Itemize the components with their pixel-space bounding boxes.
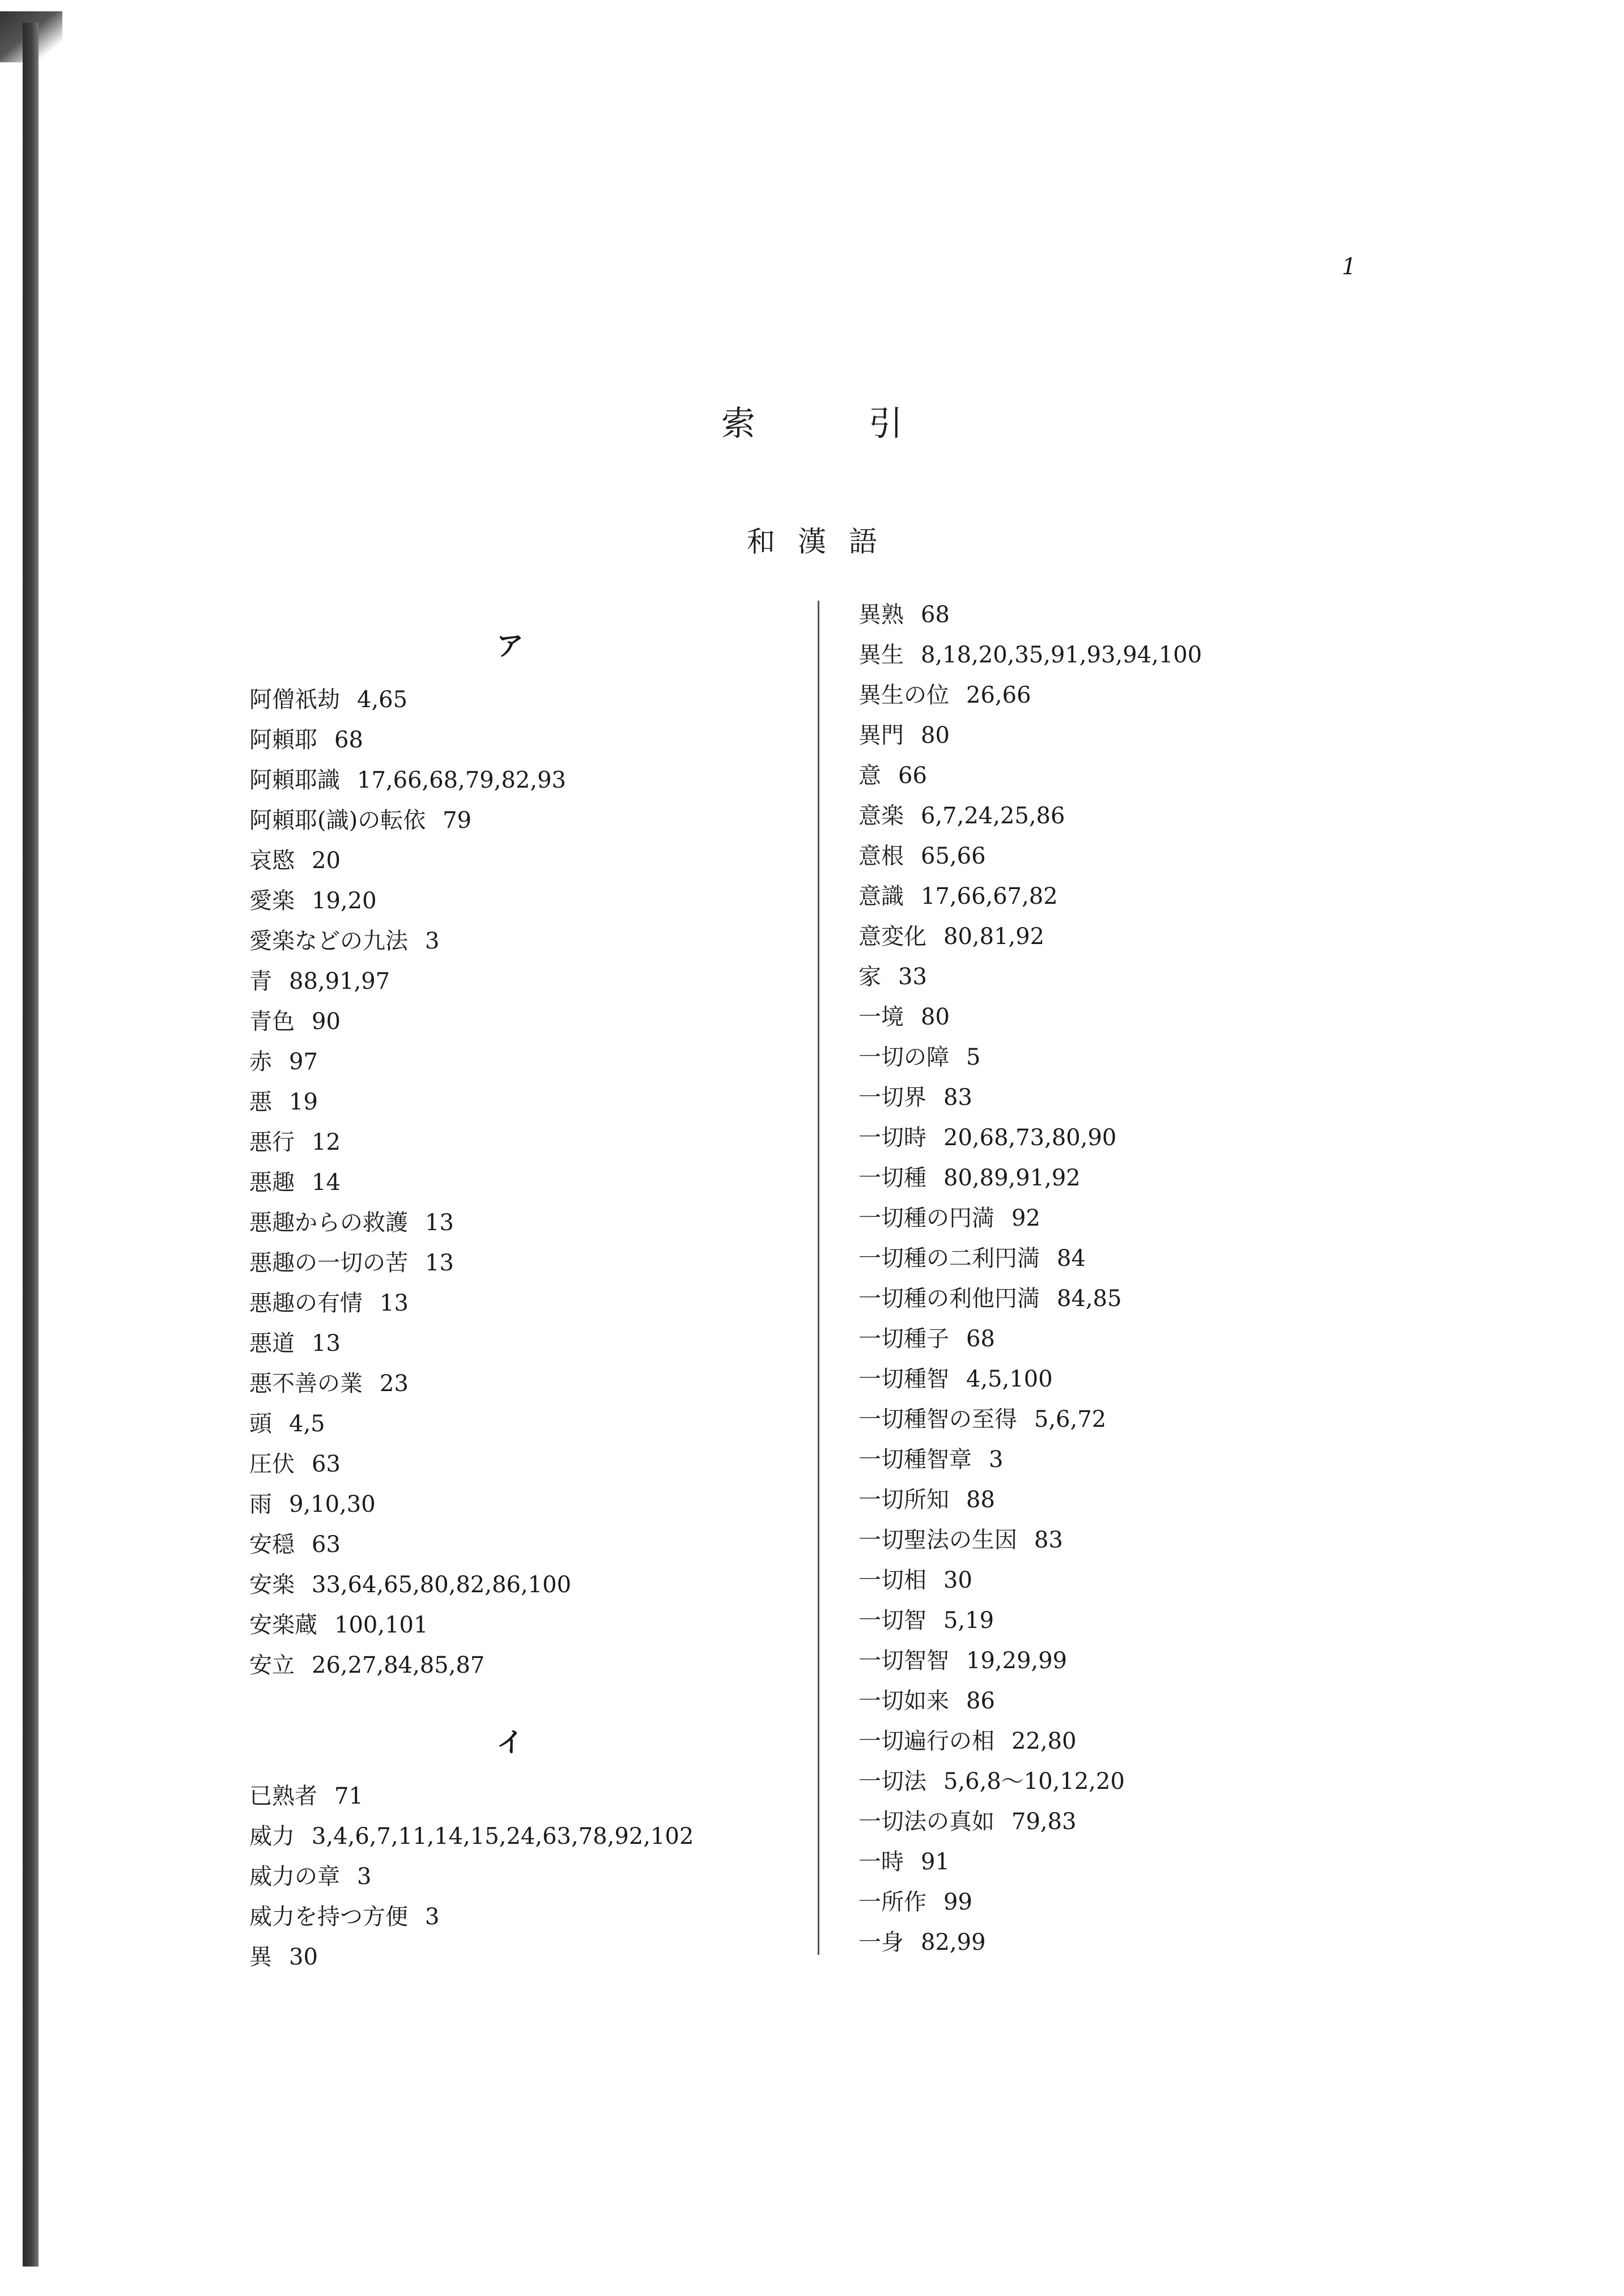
index-term: 一切種の利他円満	[858, 1286, 1040, 1312]
index-term: 悪趣の一切の苦	[249, 1250, 408, 1276]
index-entry	[858, 1842, 1425, 1882]
index-page-refs: 3	[425, 928, 440, 954]
index-term: 一所作	[858, 1889, 926, 1915]
index-entry	[858, 716, 1425, 756]
index-page-refs: 14	[312, 1170, 341, 1196]
index-term: 一身	[858, 1929, 904, 1955]
index-page-refs: 3	[357, 1864, 372, 1890]
index-page-refs: 90	[312, 1009, 341, 1035]
index-term: 一切所知	[858, 1487, 949, 1513]
index-entry	[858, 1400, 1425, 1440]
index-entry	[858, 675, 1425, 716]
index-term: 青色	[249, 1009, 295, 1035]
index-page-refs: 68	[921, 602, 950, 628]
index-entry	[858, 1359, 1425, 1400]
index-column-left	[249, 612, 771, 1978]
index-entry	[858, 1641, 1425, 1681]
index-entry	[858, 1762, 1425, 1802]
index-entry	[858, 1239, 1425, 1279]
index-entry	[249, 1857, 771, 1897]
section-subtitle: 和漢語	[747, 525, 900, 558]
page-number: 1	[1342, 254, 1357, 280]
index-term: 一切時	[858, 1125, 926, 1151]
index-term: 阿頼耶識	[249, 767, 340, 793]
index-page-refs: 80	[921, 1004, 950, 1030]
index-page-refs: 19	[289, 1089, 318, 1115]
index-term: 意識	[858, 883, 904, 909]
index-page-refs: 13	[425, 1210, 454, 1236]
index-entry	[249, 1605, 771, 1646]
index-page-refs: 20,68,73,80,90	[943, 1125, 1117, 1151]
index-term: 一切遍行の相	[858, 1728, 994, 1754]
index-term: 一切智	[858, 1608, 926, 1634]
index-term: 赤	[249, 1049, 272, 1075]
index-page-refs: 79,83	[1011, 1809, 1077, 1835]
index-term: 異	[249, 1944, 272, 1970]
index-entry	[858, 635, 1425, 675]
index-entry	[858, 796, 1425, 836]
index-page-refs: 26,27,84,85,87	[312, 1652, 485, 1678]
index-page-refs: 5	[966, 1044, 981, 1070]
index-page-refs: 80,89,91,92	[943, 1165, 1081, 1191]
index-entry	[858, 1158, 1425, 1198]
index-entry	[249, 1163, 771, 1203]
index-entry	[249, 1283, 771, 1324]
index-page-refs: 13	[380, 1290, 409, 1316]
index-entry	[249, 1324, 771, 1364]
index-entry	[858, 1561, 1425, 1601]
index-term: 阿僧祇劫	[249, 687, 340, 713]
index-entry	[858, 1118, 1425, 1158]
index-term: 青	[249, 968, 272, 994]
index-entry	[249, 1123, 771, 1163]
index-term: 威力を持つ方便	[249, 1904, 408, 1930]
index-term: 一切界	[858, 1085, 926, 1111]
index-term: 意変化	[858, 924, 926, 950]
index-page-refs: 68	[334, 727, 363, 753]
index-entry	[249, 1817, 771, 1857]
index-entry	[249, 1002, 771, 1042]
index-entry	[858, 1440, 1425, 1480]
index-page-refs: 33	[898, 964, 927, 990]
index-term: 悪趣の有情	[249, 1290, 363, 1316]
index-term: 一切種の円満	[858, 1205, 994, 1231]
index-page-refs: 80,81,92	[943, 924, 1045, 950]
index-term: 安楽	[249, 1572, 295, 1598]
index-page-refs: 13	[425, 1250, 454, 1276]
index-term: 安穏	[249, 1532, 295, 1558]
index-page-refs: 65,66	[921, 843, 986, 869]
index-page-refs: 30	[943, 1567, 972, 1593]
index-page-refs: 19,20	[312, 888, 377, 914]
index-page-refs: 91	[921, 1849, 950, 1875]
index-page-refs: 71	[334, 1783, 363, 1809]
index-entry	[858, 1601, 1425, 1641]
index-page-refs: 19,29,99	[966, 1648, 1068, 1674]
index-entry	[249, 720, 771, 760]
index-page-refs: 97	[289, 1049, 318, 1075]
index-term: 阿頼耶(識)の転依	[249, 807, 426, 834]
index-page-refs: 4,5	[289, 1411, 325, 1437]
index-term: 意根	[858, 843, 904, 869]
index-page-refs: 84,85	[1057, 1286, 1122, 1312]
index-entry	[858, 756, 1425, 796]
index-term: 悪趣	[249, 1170, 295, 1196]
index-term: 家	[858, 964, 881, 990]
index-term: 一時	[858, 1849, 904, 1875]
index-page-refs: 4,65	[357, 687, 408, 713]
index-page-refs: 80	[921, 722, 950, 749]
index-page-refs: 30	[289, 1944, 318, 1970]
index-entry	[249, 1364, 771, 1404]
index-entry	[249, 962, 771, 1002]
index-term: 雨	[249, 1491, 272, 1517]
index-page-refs: 26,66	[966, 682, 1031, 708]
index-term: 威力	[249, 1823, 295, 1849]
index-term: 一切聖法の生因	[858, 1527, 1017, 1553]
index-entry	[858, 1198, 1425, 1239]
index-entry	[249, 760, 771, 801]
index-entry	[858, 997, 1425, 1038]
index-term: 一切種の二利円満	[858, 1245, 1040, 1272]
index-entry	[858, 836, 1425, 877]
index-term: 意	[858, 763, 881, 789]
index-page-refs: 5,19	[943, 1608, 994, 1634]
index-entry	[858, 1279, 1425, 1319]
index-term: 已熟者	[249, 1783, 317, 1809]
index-page-refs: 13	[312, 1330, 341, 1357]
index-entry	[249, 1404, 771, 1444]
index-entry	[249, 1565, 771, 1605]
index-entry	[249, 1937, 771, 1978]
index-term: 一切の障	[858, 1044, 949, 1070]
index-page-refs: 5,6,72	[1034, 1406, 1107, 1432]
index-entry	[858, 1882, 1425, 1923]
index-term: 一切法の真如	[858, 1809, 994, 1835]
index-entry	[249, 680, 771, 720]
index-entry	[858, 957, 1425, 997]
index-term: 一境	[858, 1004, 904, 1030]
index-page-refs: 23	[380, 1371, 409, 1397]
index-term: 一切種智の至得	[858, 1406, 1017, 1432]
index-page-refs: 3	[989, 1447, 1004, 1473]
index-term: 悪趣からの救護	[249, 1210, 408, 1236]
kana-section-heading: ア	[496, 630, 524, 662]
index-term: 悪	[249, 1089, 272, 1115]
index-page-refs: 88	[966, 1487, 995, 1513]
index-page-refs: 66	[898, 763, 927, 789]
index-entry	[858, 1802, 1425, 1842]
index-entry	[249, 1082, 771, 1123]
index-page-refs: 8,18,20,35,91,93,94,100	[921, 642, 1202, 668]
column-divider	[818, 601, 819, 1955]
index-entry	[858, 1038, 1425, 1078]
index-term: 異門	[858, 722, 904, 749]
section-gap	[249, 1686, 771, 1708]
index-page-refs: 88,91,97	[289, 968, 390, 994]
index-term: 一切種智	[858, 1366, 949, 1392]
index-term: 一切智智	[858, 1648, 949, 1674]
index-entry	[249, 1485, 771, 1525]
index-term: 悪道	[249, 1330, 295, 1357]
index-page-refs: 63	[312, 1532, 341, 1558]
index-term: 悪行	[249, 1129, 295, 1155]
index-entry	[249, 1243, 771, 1283]
index-page-refs: 63	[312, 1451, 341, 1477]
index-entry	[249, 1646, 771, 1686]
index-page-refs: 82,99	[921, 1929, 986, 1955]
index-entry	[249, 1525, 771, 1565]
index-term: 異生の位	[858, 682, 949, 708]
index-entry	[858, 877, 1425, 917]
index-page-refs: 17,66,68,79,82,93	[357, 767, 566, 793]
page-title: 索引	[721, 404, 1016, 444]
index-entry	[249, 841, 771, 881]
index-page-refs: 3,4,6,7,11,14,15,24,63,78,92,102	[312, 1823, 694, 1849]
index-term: 一切種子	[858, 1326, 949, 1352]
index-entry	[249, 1444, 771, 1485]
index-term: 愛楽	[249, 888, 295, 914]
index-page-refs: 20	[312, 848, 341, 874]
index-term: 安立	[249, 1652, 295, 1678]
index-page-refs: 12	[312, 1129, 341, 1155]
index-entry	[858, 1078, 1425, 1118]
index-page-refs: 92	[1011, 1205, 1040, 1231]
index-page-refs: 9,10,30	[289, 1491, 376, 1517]
index-term: 一切種智章	[858, 1447, 972, 1473]
index-term: 安楽蔵	[249, 1612, 317, 1638]
index-page-refs: 99	[943, 1889, 972, 1915]
index-entry	[858, 1480, 1425, 1520]
index-term: 一切相	[858, 1567, 926, 1593]
index-page-refs: 22,80	[1011, 1728, 1077, 1754]
index-term: 異生	[858, 642, 904, 668]
index-term: 哀愍	[249, 848, 295, 874]
index-entry	[858, 1681, 1425, 1721]
index-term: 愛楽などの九法	[249, 928, 408, 954]
index-page-refs: 33,64,65,80,82,86,100	[312, 1572, 572, 1598]
index-page-refs: 6,7,24,25,86	[921, 803, 1065, 829]
index-column-right	[858, 595, 1425, 1963]
index-term: 圧伏	[249, 1451, 295, 1477]
index-term: 異熟	[858, 602, 904, 628]
index-term: 一切種	[858, 1165, 926, 1191]
index-term: 威力の章	[249, 1864, 340, 1890]
index-entry	[858, 1721, 1425, 1762]
index-page-refs: 84	[1057, 1245, 1086, 1272]
index-entry	[858, 1319, 1425, 1359]
index-page-refs: 5,6,8〜10,12,20	[943, 1768, 1125, 1795]
index-page-refs: 17,66,67,82	[921, 883, 1058, 909]
index-page-refs: 79	[443, 807, 472, 834]
index-page-refs: 100,101	[334, 1612, 428, 1638]
index-entry	[249, 921, 771, 962]
index-page-refs: 83	[1034, 1527, 1063, 1553]
index-page-refs: 68	[966, 1326, 995, 1352]
index-entry	[249, 1042, 771, 1082]
index-entry	[249, 1897, 771, 1937]
index-entry	[858, 917, 1425, 957]
index-entry	[249, 801, 771, 841]
index-term: 意楽	[858, 803, 904, 829]
index-term: 阿頼耶	[249, 727, 317, 753]
index-term: 悪不善の業	[249, 1371, 363, 1397]
kana-section-heading: イ	[496, 1727, 524, 1758]
index-term: 一切如来	[858, 1688, 949, 1714]
index-page-refs: 83	[943, 1085, 972, 1111]
index-term: 一切法	[858, 1768, 926, 1795]
index-page-refs: 4,5,100	[966, 1366, 1053, 1392]
scan-binding-edge	[23, 23, 39, 2267]
index-entry	[249, 1776, 771, 1817]
index-entry	[249, 1203, 771, 1243]
index-entry	[858, 1923, 1425, 1963]
index-entry	[858, 595, 1425, 635]
index-term: 頭	[249, 1411, 272, 1437]
index-page-refs: 86	[966, 1688, 995, 1714]
index-entry	[249, 881, 771, 921]
index-page-refs: 3	[425, 1904, 440, 1930]
index-entry	[858, 1520, 1425, 1561]
